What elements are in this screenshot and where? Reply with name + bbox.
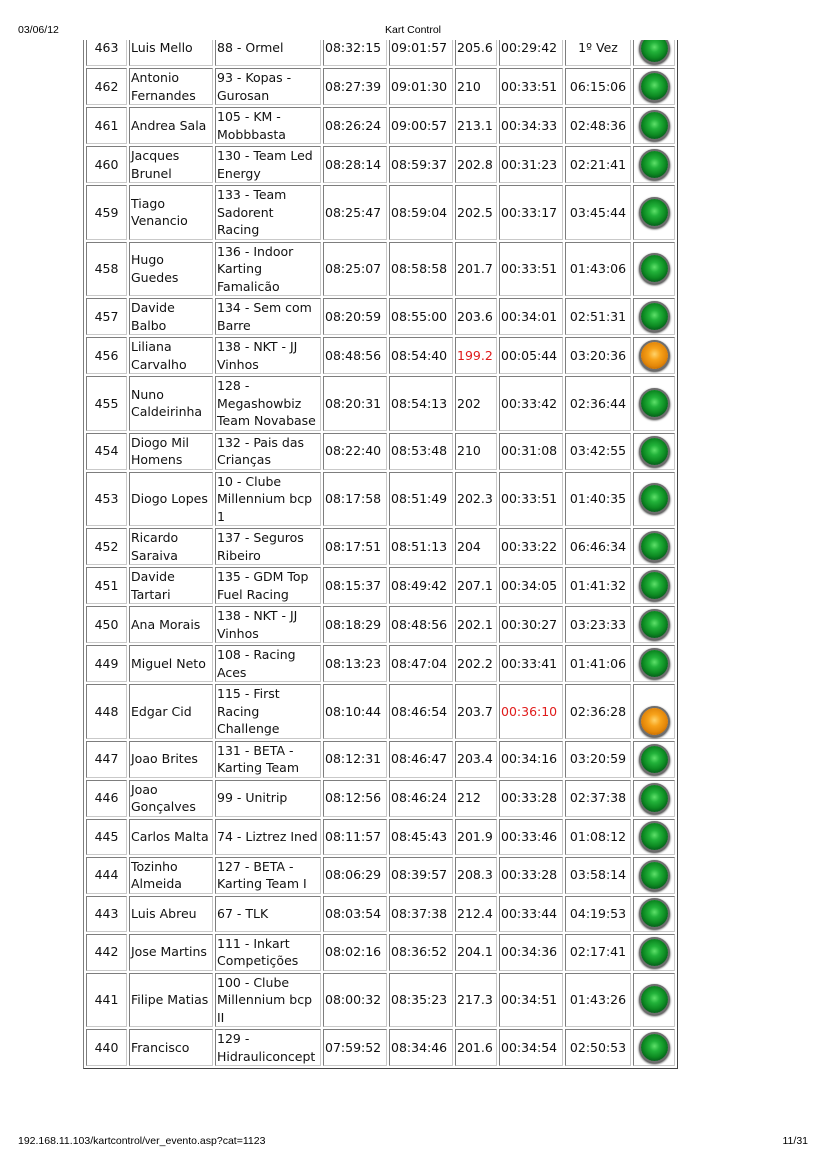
- gap-cell: 02:48:36: [565, 107, 631, 144]
- speed-cell: 202.8: [455, 146, 497, 183]
- table-row: [86, 819, 675, 855]
- status-cell: [633, 376, 675, 431]
- position-cell: 443: [86, 896, 127, 932]
- start-time-cell: 08:28:14: [323, 146, 387, 183]
- speed-cell: 204.1: [455, 934, 497, 971]
- lap-time-cell: 00:34:05: [499, 567, 563, 604]
- gap-cell: 01:08:12: [565, 819, 631, 855]
- results-table-body: [86, 40, 675, 1066]
- speed-cell: 208.3: [455, 857, 497, 894]
- start-time-cell: 08:11:57: [323, 819, 387, 855]
- gap-cell: 01:41:06: [565, 645, 631, 682]
- gap-cell: 02:36:28: [565, 684, 631, 739]
- gap-cell: 01:41:32: [565, 567, 631, 604]
- table-row: [86, 528, 675, 565]
- status-light-green-icon: [641, 1034, 668, 1061]
- position-cell: 445: [86, 819, 127, 855]
- start-time-cell: 08:32:15: [323, 40, 387, 66]
- table-row: [86, 567, 675, 604]
- status-light-green-icon: [641, 151, 668, 178]
- table-row: [86, 645, 675, 682]
- speed-cell: 202.3: [455, 472, 497, 527]
- gap-cell: 02:21:41: [565, 146, 631, 183]
- status-light-green-icon: [641, 900, 668, 927]
- status-light-green-icon: [641, 199, 668, 226]
- start-time-cell: 08:12:56: [323, 780, 387, 817]
- status-light-green-icon: [641, 485, 668, 512]
- lap-time-cell: 00:36:10: [499, 684, 563, 739]
- driver-name-cell: Jose Martins: [129, 934, 213, 971]
- gap-cell: 02:37:38: [565, 780, 631, 817]
- status-cell: [633, 780, 675, 817]
- speed-cell: 203.6: [455, 298, 497, 335]
- lap-time-cell: 00:34:01: [499, 298, 563, 335]
- driver-name-cell: Tozinho Almeida: [129, 857, 213, 894]
- speed-cell: 202.2: [455, 645, 497, 682]
- position-cell: 451: [86, 567, 127, 604]
- status-light-green-icon: [641, 939, 668, 966]
- start-time-cell: 08:06:29: [323, 857, 387, 894]
- position-cell: 460: [86, 146, 127, 183]
- start-time-cell: 08:22:40: [323, 433, 387, 470]
- position-cell: 455: [86, 376, 127, 431]
- status-cell: [633, 606, 675, 643]
- speed-cell: 210: [455, 68, 497, 105]
- team-cell: 138 - NKT - JJ Vinhos: [215, 606, 321, 643]
- table-row: [86, 146, 675, 183]
- gap-cell: 03:20:36: [565, 337, 631, 374]
- status-light-green-icon: [641, 255, 668, 282]
- results-table: [83, 40, 678, 1069]
- end-time-cell: 08:46:24: [389, 780, 453, 817]
- position-cell: 441: [86, 973, 127, 1028]
- speed-cell: 201.7: [455, 242, 497, 297]
- status-light-green-icon: [641, 986, 668, 1013]
- status-light-green-icon: [641, 572, 668, 599]
- team-cell: 127 - BETA - Karting Team I: [215, 857, 321, 894]
- page-content: [0, 40, 826, 1128]
- table-row: [86, 606, 675, 643]
- status-light-green-icon: [641, 303, 668, 330]
- lap-time-cell: 00:34:51: [499, 973, 563, 1028]
- driver-name-cell: Nuno Caldeirinha: [129, 376, 213, 431]
- position-cell: 446: [86, 780, 127, 817]
- lap-time-cell: 00:34:36: [499, 934, 563, 971]
- speed-cell: 203.4: [455, 741, 497, 778]
- speed-cell: 217.3: [455, 973, 497, 1028]
- print-footer-url: 192.168.11.103/kartcontrol/ver_evento.asp?cat=1123: [18, 1135, 266, 1147]
- driver-name-cell: Davide Tartari: [129, 567, 213, 604]
- end-time-cell: 08:37:38: [389, 896, 453, 932]
- status-cell: [633, 68, 675, 105]
- driver-name-cell: Edgar Cid: [129, 684, 213, 739]
- speed-cell: 213.1: [455, 107, 497, 144]
- lap-time-cell: 00:33:42: [499, 376, 563, 431]
- start-time-cell: 08:13:23: [323, 645, 387, 682]
- team-cell: 135 - GDM Top Fuel Racing: [215, 567, 321, 604]
- table-row: [86, 741, 675, 778]
- end-time-cell: 08:46:47: [389, 741, 453, 778]
- end-time-cell: 08:35:23: [389, 973, 453, 1028]
- team-cell: 105 - KM - Mobbbasta: [215, 107, 321, 144]
- end-time-cell: 08:58:58: [389, 242, 453, 297]
- team-cell: 115 - First Racing Challenge: [215, 684, 321, 739]
- start-time-cell: 08:00:32: [323, 973, 387, 1028]
- table-row: [86, 185, 675, 240]
- lap-time-cell: 00:31:08: [499, 433, 563, 470]
- status-cell: [633, 819, 675, 855]
- start-time-cell: 08:18:29: [323, 606, 387, 643]
- team-cell: 129 - Hidrauliconcept: [215, 1029, 321, 1066]
- gap-cell: 03:42:55: [565, 433, 631, 470]
- end-time-cell: 08:51:13: [389, 528, 453, 565]
- lap-time-cell: 00:34:16: [499, 741, 563, 778]
- team-cell: 100 - Clube Millennium bcp II: [215, 973, 321, 1028]
- driver-name-cell: Antonio Fernandes: [129, 68, 213, 105]
- table-row: [86, 242, 675, 297]
- driver-name-cell: Luis Abreu: [129, 896, 213, 932]
- speed-cell: 201.9: [455, 819, 497, 855]
- start-time-cell: 08:12:31: [323, 741, 387, 778]
- status-cell: [633, 528, 675, 565]
- speed-cell: 202.1: [455, 606, 497, 643]
- position-cell: 456: [86, 337, 127, 374]
- lap-time-cell: 00:33:28: [499, 857, 563, 894]
- gap-cell: 03:45:44: [565, 185, 631, 240]
- team-cell: 132 - Pais das Crianças: [215, 433, 321, 470]
- lap-time-cell: 00:33:17: [499, 185, 563, 240]
- end-time-cell: 08:34:46: [389, 1029, 453, 1066]
- position-cell: 442: [86, 934, 127, 971]
- lap-time-cell: 00:34:54: [499, 1029, 563, 1066]
- team-cell: 133 - Team Sadorent Racing: [215, 185, 321, 240]
- table-row: [86, 1029, 675, 1066]
- status-cell: [633, 337, 675, 374]
- end-time-cell: 08:48:56: [389, 606, 453, 643]
- team-cell: 67 - TLK: [215, 896, 321, 932]
- speed-cell: 203.7: [455, 684, 497, 739]
- lap-time-cell: 00:29:42: [499, 40, 563, 66]
- end-time-cell: 09:01:30: [389, 68, 453, 105]
- status-cell: [633, 40, 675, 66]
- end-time-cell: 08:53:48: [389, 433, 453, 470]
- start-time-cell: 08:26:24: [323, 107, 387, 144]
- status-cell: [633, 896, 675, 932]
- team-cell: 93 - Kopas - Gurosan: [215, 68, 321, 105]
- team-cell: 10 - Clube Millennium bcp 1: [215, 472, 321, 527]
- driver-name-cell: Liliana Carvalho: [129, 337, 213, 374]
- table-row: [86, 780, 675, 817]
- start-time-cell: 08:27:39: [323, 68, 387, 105]
- start-time-cell: 08:02:16: [323, 934, 387, 971]
- driver-name-cell: Joao Gonçalves: [129, 780, 213, 817]
- speed-cell: 199.2: [455, 337, 497, 374]
- end-time-cell: 09:00:57: [389, 107, 453, 144]
- driver-name-cell: Andrea Sala: [129, 107, 213, 144]
- gap-cell: 01:43:26: [565, 973, 631, 1028]
- table-row: [86, 68, 675, 105]
- lap-time-cell: 00:34:33: [499, 107, 563, 144]
- table-row: [86, 973, 675, 1028]
- driver-name-cell: Ana Morais: [129, 606, 213, 643]
- driver-name-cell: Jacques Brunel: [129, 146, 213, 183]
- end-time-cell: 08:46:54: [389, 684, 453, 739]
- team-cell: 131 - BETA - Karting Team: [215, 741, 321, 778]
- gap-cell: 1º Vez: [565, 40, 631, 66]
- status-light-orange-icon: [641, 342, 668, 369]
- end-time-cell: 09:01:57: [389, 40, 453, 66]
- start-time-cell: 08:25:07: [323, 242, 387, 297]
- table-row: [86, 472, 675, 527]
- driver-name-cell: Luis Mello: [129, 40, 213, 66]
- lap-time-cell: 00:05:44: [499, 337, 563, 374]
- status-cell: [633, 185, 675, 240]
- end-time-cell: 08:54:40: [389, 337, 453, 374]
- lap-time-cell: 00:33:44: [499, 896, 563, 932]
- speed-cell: 202.5: [455, 185, 497, 240]
- position-cell: 444: [86, 857, 127, 894]
- print-header-date: 03/06/12: [18, 24, 59, 36]
- position-cell: 450: [86, 606, 127, 643]
- status-cell: [633, 146, 675, 183]
- speed-cell: 202: [455, 376, 497, 431]
- table-row: [86, 934, 675, 971]
- speed-cell: 210: [455, 433, 497, 470]
- driver-name-cell: Diogo Mil Homens: [129, 433, 213, 470]
- start-time-cell: 08:48:56: [323, 337, 387, 374]
- gap-cell: 04:19:53: [565, 896, 631, 932]
- end-time-cell: 08:51:49: [389, 472, 453, 527]
- start-time-cell: 08:17:51: [323, 528, 387, 565]
- driver-name-cell: Francisco: [129, 1029, 213, 1066]
- driver-name-cell: Miguel Neto: [129, 645, 213, 682]
- status-cell: [633, 645, 675, 682]
- status-light-green-icon: [641, 823, 668, 850]
- team-cell: 108 - Racing Aces: [215, 645, 321, 682]
- status-cell: [633, 433, 675, 470]
- gap-cell: 02:50:53: [565, 1029, 631, 1066]
- driver-name-cell: Hugo Guedes: [129, 242, 213, 297]
- team-cell: 74 - Liztrez Ined: [215, 819, 321, 855]
- driver-name-cell: Davide Balbo: [129, 298, 213, 335]
- status-light-green-icon: [641, 746, 668, 773]
- speed-cell: 205.6: [455, 40, 497, 66]
- team-cell: 88 - Ormel: [215, 40, 321, 66]
- lap-time-cell: 00:33:51: [499, 68, 563, 105]
- end-time-cell: 08:49:42: [389, 567, 453, 604]
- end-time-cell: 08:55:00: [389, 298, 453, 335]
- team-cell: 134 - Sem com Barre: [215, 298, 321, 335]
- position-cell: 452: [86, 528, 127, 565]
- position-cell: 462: [86, 68, 127, 105]
- end-time-cell: 08:39:57: [389, 857, 453, 894]
- position-cell: 458: [86, 242, 127, 297]
- status-light-green-icon: [641, 785, 668, 812]
- end-time-cell: 08:59:37: [389, 146, 453, 183]
- lap-time-cell: 00:33:51: [499, 472, 563, 527]
- position-cell: 447: [86, 741, 127, 778]
- status-light-green-icon: [641, 611, 668, 638]
- speed-cell: 212.4: [455, 896, 497, 932]
- status-cell: [633, 857, 675, 894]
- table-row: [86, 684, 675, 739]
- speed-cell: 212: [455, 780, 497, 817]
- status-light-green-icon: [641, 112, 668, 139]
- table-row: [86, 857, 675, 894]
- status-cell: [633, 472, 675, 527]
- gap-cell: 03:23:33: [565, 606, 631, 643]
- driver-name-cell: Carlos Malta: [129, 819, 213, 855]
- driver-name-cell: Joao Brites: [129, 741, 213, 778]
- end-time-cell: 08:36:52: [389, 934, 453, 971]
- table-row: [86, 337, 675, 374]
- position-cell: 440: [86, 1029, 127, 1066]
- start-time-cell: 08:25:47: [323, 185, 387, 240]
- lap-time-cell: 00:33:22: [499, 528, 563, 565]
- start-time-cell: 08:03:54: [323, 896, 387, 932]
- table-row: [86, 298, 675, 335]
- position-cell: 457: [86, 298, 127, 335]
- team-cell: 137 - Seguros Ribeiro: [215, 528, 321, 565]
- print-footer-page-number: 11/31: [782, 1135, 808, 1147]
- status-light-green-icon: [641, 533, 668, 560]
- team-cell: 136 - Indoor Karting Famalicão: [215, 242, 321, 297]
- table-row: [86, 896, 675, 932]
- lap-time-cell: 00:33:41: [499, 645, 563, 682]
- driver-name-cell: Tiago Venancio: [129, 185, 213, 240]
- position-cell: 449: [86, 645, 127, 682]
- driver-name-cell: Diogo Lopes: [129, 472, 213, 527]
- gap-cell: 06:15:06: [565, 68, 631, 105]
- position-cell: 448: [86, 684, 127, 739]
- position-cell: 461: [86, 107, 127, 144]
- status-light-green-icon: [641, 73, 668, 100]
- position-cell: 454: [86, 433, 127, 470]
- status-light-orange-icon: [641, 708, 668, 735]
- table-row: [86, 433, 675, 470]
- status-cell: [633, 298, 675, 335]
- gap-cell: 03:20:59: [565, 741, 631, 778]
- gap-cell: 03:58:14: [565, 857, 631, 894]
- lap-time-cell: 00:33:51: [499, 242, 563, 297]
- start-time-cell: 07:59:52: [323, 1029, 387, 1066]
- status-cell: [633, 741, 675, 778]
- status-light-green-icon: [641, 862, 668, 889]
- lap-time-cell: 00:33:28: [499, 780, 563, 817]
- table-row: [86, 107, 675, 144]
- gap-cell: 02:51:31: [565, 298, 631, 335]
- status-light-green-icon: [641, 438, 668, 465]
- status-light-green-icon: [641, 650, 668, 677]
- start-time-cell: 08:10:44: [323, 684, 387, 739]
- gap-cell: 01:40:35: [565, 472, 631, 527]
- start-time-cell: 08:20:31: [323, 376, 387, 431]
- team-cell: 130 - Team Led Energy: [215, 146, 321, 183]
- lap-time-cell: 00:33:46: [499, 819, 563, 855]
- end-time-cell: 08:45:43: [389, 819, 453, 855]
- start-time-cell: 08:17:58: [323, 472, 387, 527]
- gap-cell: 01:43:06: [565, 242, 631, 297]
- position-cell: 459: [86, 185, 127, 240]
- team-cell: 128 - Megashowbiz Team Novabase: [215, 376, 321, 431]
- speed-cell: 204: [455, 528, 497, 565]
- end-time-cell: 08:59:04: [389, 185, 453, 240]
- status-cell: [633, 1029, 675, 1066]
- driver-name-cell: Ricardo Saraiva: [129, 528, 213, 565]
- speed-cell: 207.1: [455, 567, 497, 604]
- team-cell: 111 - Inkart Competições: [215, 934, 321, 971]
- status-cell: [633, 567, 675, 604]
- status-cell: [633, 973, 675, 1028]
- print-header-title: Kart Control: [384, 24, 442, 36]
- team-cell: 138 - NKT - JJ Vinhos: [215, 337, 321, 374]
- lap-time-cell: 00:30:27: [499, 606, 563, 643]
- position-cell: 453: [86, 472, 127, 527]
- status-cell: [633, 242, 675, 297]
- gap-cell: 06:46:34: [565, 528, 631, 565]
- status-cell: [633, 107, 675, 144]
- position-cell: 463: [86, 40, 127, 66]
- status-cell: [633, 684, 675, 739]
- team-cell: 99 - Unitrip: [215, 780, 321, 817]
- lap-time-cell: 00:31:23: [499, 146, 563, 183]
- status-light-green-icon: [641, 40, 668, 62]
- end-time-cell: 08:47:04: [389, 645, 453, 682]
- speed-cell: 201.6: [455, 1029, 497, 1066]
- status-cell: [633, 934, 675, 971]
- gap-cell: 02:36:44: [565, 376, 631, 431]
- table-row: [86, 376, 675, 431]
- start-time-cell: 08:15:37: [323, 567, 387, 604]
- status-light-green-icon: [641, 390, 668, 417]
- end-time-cell: 08:54:13: [389, 376, 453, 431]
- driver-name-cell: Filipe Matias: [129, 973, 213, 1028]
- start-time-cell: 08:20:59: [323, 298, 387, 335]
- table-row: [86, 40, 675, 66]
- gap-cell: 02:17:41: [565, 934, 631, 971]
